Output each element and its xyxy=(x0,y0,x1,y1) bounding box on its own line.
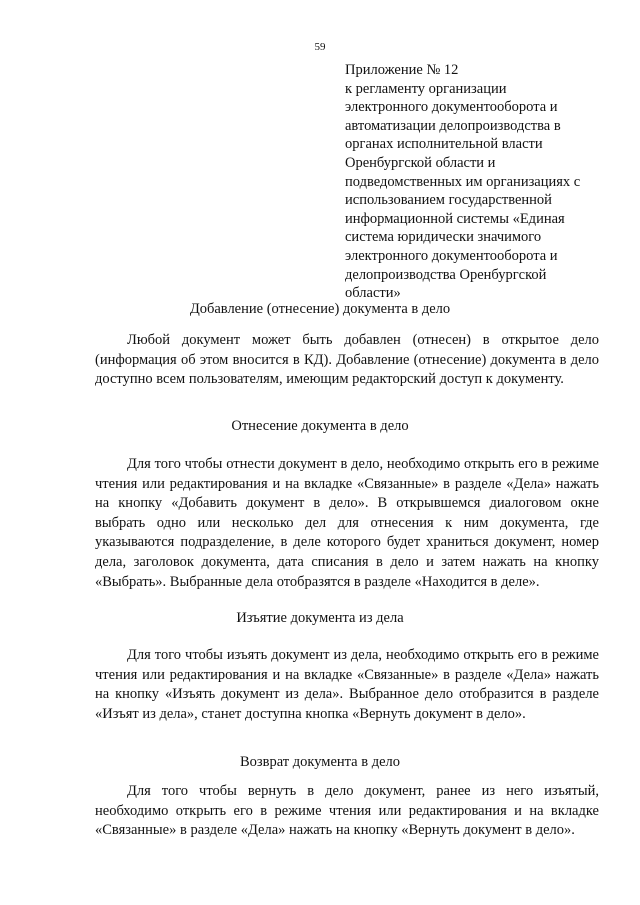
section-heading-return-document: Возврат документа в дело xyxy=(239,754,400,770)
appendix-line: электронного документооборота и xyxy=(345,99,558,116)
section-heading-remove-document: Изъятие документа из дела xyxy=(236,610,404,626)
appendix-line: система юридически значимого xyxy=(345,229,542,246)
appendix-line: информационной системы «Единая xyxy=(345,210,565,227)
section-paragraph-remove-document: Для того чтобы изъять документ из дела, необходимо открыть его в режиме чтения или редактирования и на вкладке «Связанные» в разделе «Дела» нажать на кнопку «Изъять документ из дела». Выбранное дело отобразится в разделе «Изъят из дела», станет доступна кнопка «Вернуть документ в дело». xyxy=(95,647,599,722)
appendix-line: области» xyxy=(345,285,401,302)
appendix-line: электронного документооборота и xyxy=(345,247,558,264)
page-number: 59 xyxy=(314,41,326,53)
section-paragraph-assign-document: Для того чтобы отнести документ в дело, необходимо открыть его в режиме чтения или редактирования и на вкладке «Связанные» в разделе «Дела» нажать на кнопку «Добавить документ в дело». В открывшемся диалоговом окне выбрать одно или несколько дел для отнесения к ним документа, где указываются подразделение, в деле которого будет храниться документ, номер дела, заголовок документа, дата списания в дело и затем нажать на кнопку «Выбрать». Выбранные дела отобразятся в разделе «Находится в деле». xyxy=(95,456,599,590)
section-heading-assign-document: Отнесение документа в дело xyxy=(231,418,409,434)
section-paragraph-add-document: Любой документ может быть добавлен (отнесен) в открытое дело (информация об этом вносится в КД). Добавление (отнесение) документа в дело доступно всем пользователям, имеющим редакторский доступ к документу. xyxy=(95,332,599,388)
appendix-line: органах исполнительной власти xyxy=(345,136,543,153)
appendix-line: делопроизводства Оренбургской xyxy=(345,266,547,283)
appendix-line: к регламенту организации xyxy=(345,80,507,97)
section-heading-add-document: Добавление (отнесение) документа в дело xyxy=(189,301,451,317)
appendix-line: автоматизации делопроизводства в xyxy=(345,117,561,134)
appendix-block xyxy=(345,61,607,303)
section-paragraph-return-document: Для того чтобы вернуть в дело документ, ранее из него изъятый, необходимо открыть его в режиме чтения или редактирования и на вкладке «Связанные» в разделе «Дела» нажать на кнопку «Вернуть документ в дело». xyxy=(95,783,599,839)
appendix-line: Приложение № 12 xyxy=(345,62,459,78)
appendix-line: использованием государственной xyxy=(345,192,552,209)
appendix-line: подведомственных им организациях с xyxy=(345,173,581,190)
appendix-line: Оренбургской области и xyxy=(345,154,496,171)
